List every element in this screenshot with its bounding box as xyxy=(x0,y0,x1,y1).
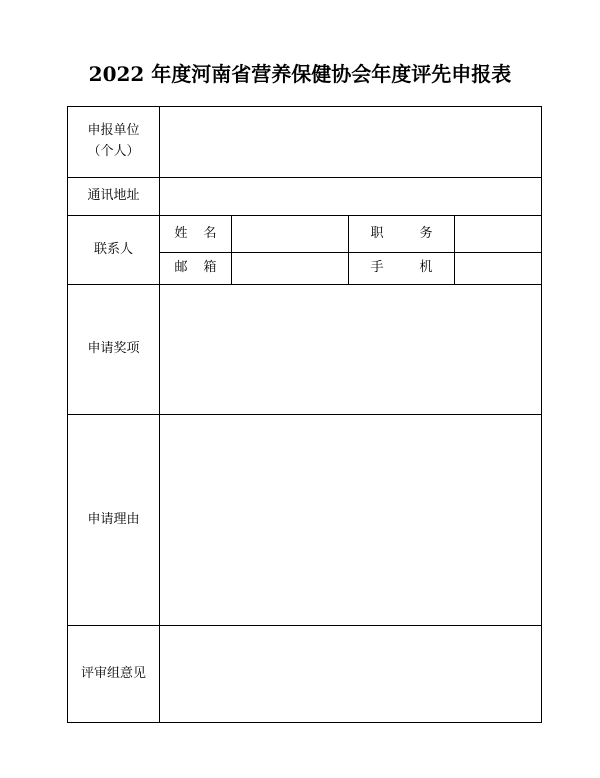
review-row xyxy=(68,626,542,723)
email-label-char2: 箱 xyxy=(203,260,217,276)
review-field[interactable] xyxy=(160,626,542,723)
mobile-field[interactable] xyxy=(455,253,542,285)
mobile-label-char2: 机 xyxy=(419,260,433,276)
name-label xyxy=(160,216,232,253)
award-field[interactable] xyxy=(160,285,542,415)
name-label-char2: 名 xyxy=(203,225,217,241)
email-field[interactable] xyxy=(232,253,349,285)
mobile-label-char1: 手 xyxy=(370,260,384,276)
email-label-char1: 邮 xyxy=(174,260,188,276)
email-label xyxy=(160,253,232,285)
award-label: 申请奖项 xyxy=(68,285,160,415)
reason-field[interactable] xyxy=(160,415,542,626)
contact-label: 联系人 xyxy=(68,216,160,285)
application-form-table xyxy=(67,106,542,723)
applicant-unit-label-line1: 申报单位 xyxy=(87,123,140,139)
document-title: 2022 年度河南省营养保健协会年度评先申报表 xyxy=(88,62,512,86)
position-field[interactable] xyxy=(455,216,542,253)
applicant-unit-field[interactable] xyxy=(160,107,542,178)
position-label-char2: 务 xyxy=(419,225,433,241)
contact-row-name xyxy=(68,216,542,253)
address-label: 通讯地址 xyxy=(68,178,160,216)
review-label: 评审组意见 xyxy=(68,626,160,723)
applicant-unit-label-line2: （个人） xyxy=(87,144,140,159)
applicant-unit-label xyxy=(68,107,160,178)
award-row xyxy=(68,285,542,415)
address-row xyxy=(68,178,542,216)
applicant-unit-row xyxy=(68,107,542,178)
name-field[interactable] xyxy=(232,216,349,253)
name-label-char1: 姓 xyxy=(174,225,188,241)
position-label xyxy=(349,216,455,253)
mobile-label xyxy=(349,253,455,285)
reason-row xyxy=(68,415,542,626)
address-field[interactable] xyxy=(160,178,542,216)
position-label-char1: 职 xyxy=(370,225,384,241)
reason-label: 申请理由 xyxy=(68,415,160,626)
